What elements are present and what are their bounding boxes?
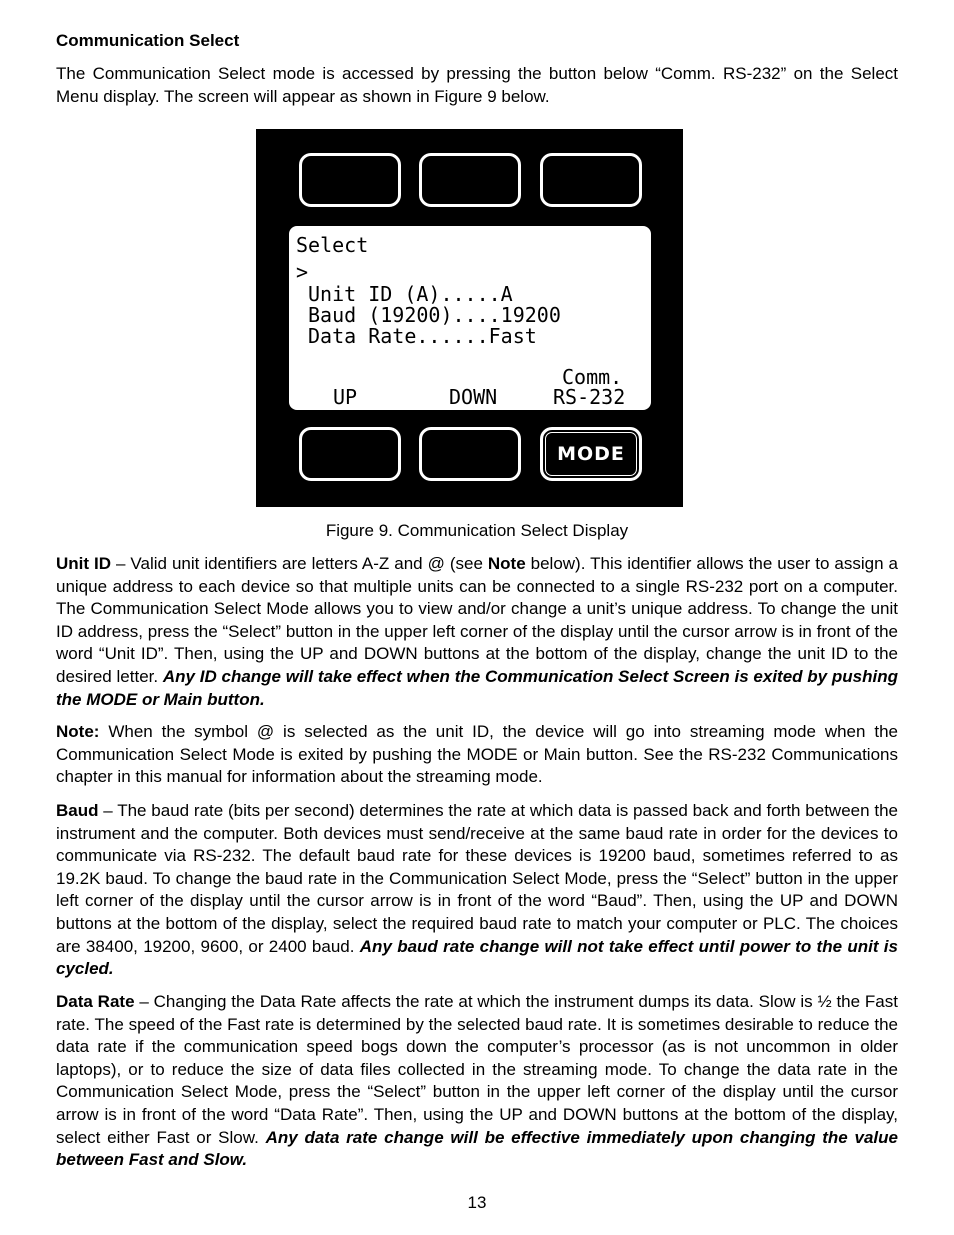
data-rate-term: Data Rate (56, 992, 135, 1011)
unit-id-line: Unit ID (A).....A (308, 282, 513, 306)
section-heading: Communication Select (56, 31, 240, 50)
top-right-button (540, 153, 642, 207)
baud-term: Baud (56, 801, 99, 820)
page-number: 13 (467, 1193, 487, 1212)
note-reference: Note (487, 554, 526, 573)
up-button (299, 427, 401, 481)
down-button (419, 427, 521, 481)
soft-label-rs232: RS-232 (553, 385, 626, 409)
top-left-button (299, 153, 401, 207)
soft-label-comm: Comm. (562, 365, 623, 389)
unit-id-emphasis: Any ID change will take effect when the Communication Select Screen is exited by pushing the MODE or Main button. (56, 666, 898, 709)
baud-text: – The baud rate (bits per second) determines the rate at which data is passed back and forth between the instrument and the computer. Both devices must send/receive at the same baud rate in order for the devices to communicate via RS-232. The default baud rate for these devices is 19200 baud, sometimes referred to as 19.2K baud. To change the baud rate in the Communication Select Mode, press the “Select” button in the upper left corner of the display until the cursor arrow is in front of the word “Baud”. Then, using the UP and DOWN buttons at the bottom of the display, select the required baud rate to match your computer or PLC. The choices are 38400, 19200, 9600, or 2400 baud. (56, 801, 898, 956)
soft-label-down: DOWN (449, 385, 498, 409)
data-rate-emphasis: Any data rate change will be effective immediately upon changing the value between Fast and Slow. (56, 1127, 898, 1170)
communication-select-display-figure (256, 129, 683, 507)
unit-id-term: Unit ID (56, 554, 112, 573)
data-rate-paragraph (56, 991, 898, 1172)
intro-paragraph: The Communication Select mode is accessed by pressing the button below “Comm. RS-232” on the Select Menu display. The screen will appear as shown in Figure 9 below. (56, 64, 898, 106)
note-paragraph (56, 721, 898, 789)
unit-id-text-1: – Valid unit identifiers are letters A-Z and @ (see (111, 554, 488, 573)
cursor-arrow: > (296, 260, 309, 284)
note-text: When the symbol @ is selected as the unit ID, the device will go into streaming mode when the Communication Select Mode is exited by pushing the MODE or Main button. See the RS-232 Communications chapter in this manual for information about the streaming mode. (56, 722, 898, 787)
top-middle-button (419, 153, 521, 207)
data-rate-line: Data Rate......Fast (308, 324, 537, 348)
unit-id-text-2: below). This identifier allows the user to assign a unique address to each device so that multiple units can be connected to a single RS-232 port on a computer. The Communication Select Mode allows you to view and/or change a unit’s unique address. To change the unit ID address, press the “Select” button in the upper left corner of the display until the cursor arrow is in front of the word “Unit ID”. Then, using the UP and DOWN buttons at the bottom of the display, change the unit ID to the desired letter. (56, 554, 898, 686)
note-term: Note: (56, 722, 100, 741)
lcd-title: Select (296, 233, 369, 257)
mode-button: MODE (540, 427, 642, 481)
figure-caption: Figure 9. Communication Select Display (325, 521, 629, 540)
baud-line: Baud (19200)....19200 (308, 303, 561, 327)
lcd-screen (289, 226, 651, 410)
baud-emphasis: Any baud rate change will not take effect until power to the unit is cycled. (56, 936, 898, 979)
soft-label-up: UP (333, 385, 358, 409)
data-rate-text: – Changing the Data Rate affects the rate at which the instrument dumps its data. Slow is ½ the Fast rate. The speed of the Fast rate is determined by the selected baud rate. It is sometimes desirable to reduce the data rate if the communication speed bogs down the computer’s processor (as is not uncommon in older laptops), or to reduce the size of data files collected in the streaming mode. To change the data rate in the Communication Select Mode, press the “Select” button in the upper left corner of the display until the cursor arrow is in front of the word “Data Rate”. Then, using the UP and DOWN buttons at the bottom of the display, select either Fast or Slow. (56, 992, 898, 1147)
unit-id-paragraph (56, 553, 898, 711)
baud-paragraph (56, 800, 898, 981)
